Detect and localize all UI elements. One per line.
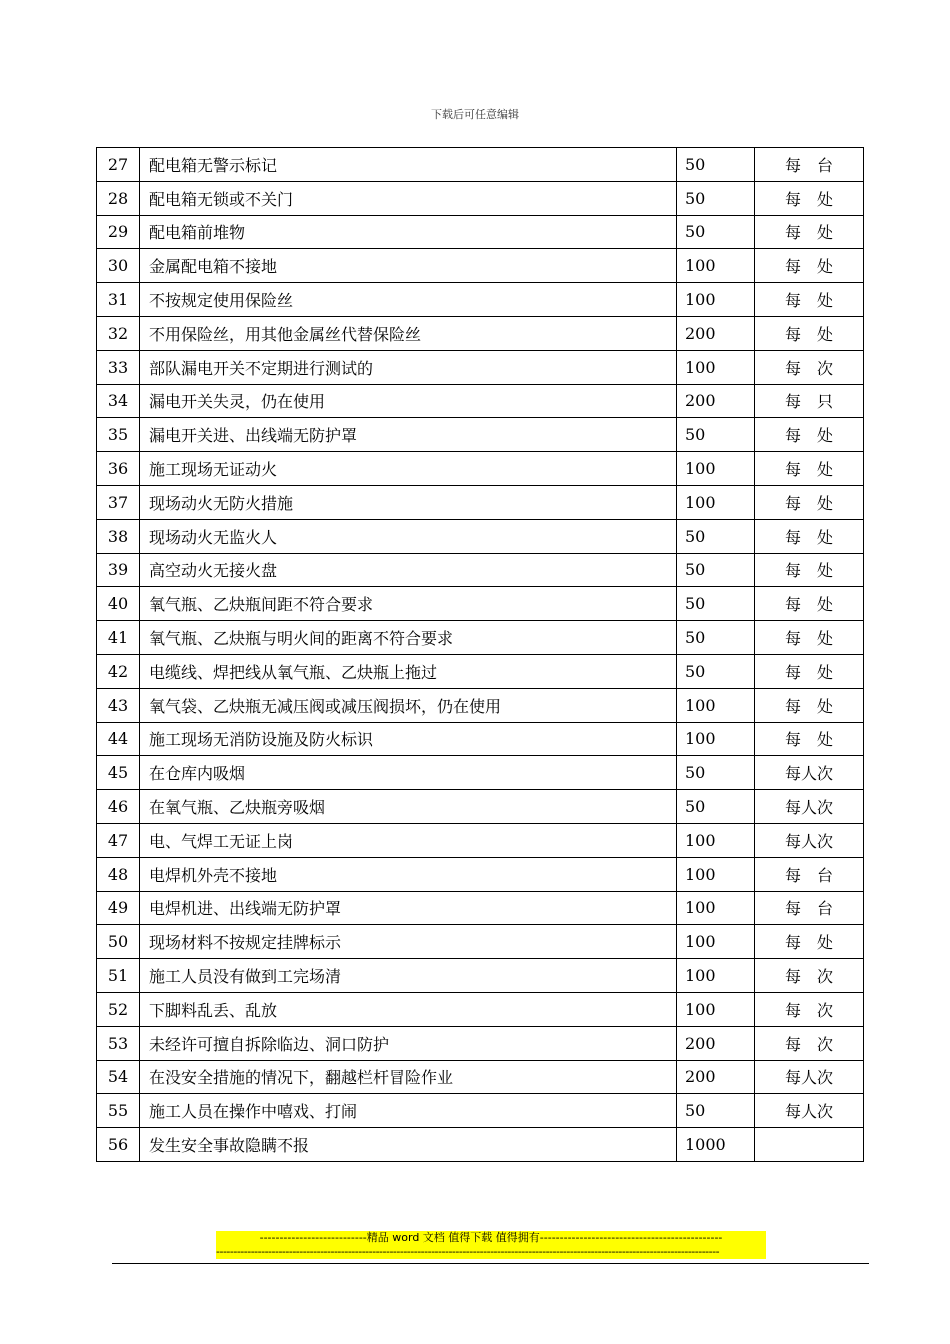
violation-description: 现场材料不按规定挂牌标示 <box>140 925 677 959</box>
penalty-unit: 每人次 <box>755 823 864 857</box>
violation-description: 不用保险丝，用其他金属丝代替保险丝 <box>140 316 677 350</box>
penalty-unit: 每 只 <box>755 384 864 418</box>
penalty-unit: 每 处 <box>755 485 864 519</box>
table-row <box>97 654 864 688</box>
violation-description: 施工人员没有做到工完场清 <box>140 959 677 993</box>
table-row <box>97 587 864 621</box>
penalty-amount: 50 <box>677 756 755 790</box>
violation-description: 漏电开关进、出线端无防护罩 <box>140 418 677 452</box>
footer-divider <box>112 1263 869 1264</box>
table-row <box>97 316 864 350</box>
penalty-unit: 每 处 <box>755 519 864 553</box>
penalty-table-body <box>97 148 864 1162</box>
violation-description: 施工人员在操作中嘻戏、打闹 <box>140 1094 677 1128</box>
penalty-unit: 每 台 <box>755 857 864 891</box>
penalty-unit: 每 处 <box>755 181 864 215</box>
row-number: 43 <box>97 688 140 722</box>
penalty-unit: 每 处 <box>755 316 864 350</box>
row-number: 51 <box>97 959 140 993</box>
violation-description: 配电箱无锁或不关门 <box>140 181 677 215</box>
penalty-unit: 每 处 <box>755 452 864 486</box>
violation-description: 电焊机进、出线端无防护罩 <box>140 891 677 925</box>
violation-description: 配电箱无警示标记 <box>140 148 677 182</box>
penalty-unit: 每人次 <box>755 1094 864 1128</box>
penalty-amount: 100 <box>677 452 755 486</box>
penalty-amount: 200 <box>677 1026 755 1060</box>
table-row <box>97 418 864 452</box>
footer-banner <box>216 1231 766 1259</box>
row-number: 28 <box>97 181 140 215</box>
penalty-unit: 每 次 <box>755 350 864 384</box>
penalty-table <box>96 147 864 1162</box>
table-row <box>97 992 864 1026</box>
penalty-unit: 每 次 <box>755 959 864 993</box>
violation-description: 在仓库内吸烟 <box>140 756 677 790</box>
penalty-amount: 100 <box>677 485 755 519</box>
violation-description: 金属配电箱不接地 <box>140 249 677 283</box>
penalty-amount: 1000 <box>677 1128 755 1162</box>
violation-description: 氧气袋、乙炔瓶无减压阀或减压阀损坏，仍在使用 <box>140 688 677 722</box>
violation-description: 施工现场无消防设施及防火标识 <box>140 722 677 756</box>
penalty-unit: 每人次 <box>755 1060 864 1094</box>
row-number: 42 <box>97 654 140 688</box>
row-number: 27 <box>97 148 140 182</box>
table-row <box>97 891 864 925</box>
penalty-unit: 每 处 <box>755 418 864 452</box>
violation-description: 不按规定使用保险丝 <box>140 283 677 317</box>
penalty-unit: 每 处 <box>755 722 864 756</box>
table-row <box>97 959 864 993</box>
penalty-amount: 100 <box>677 959 755 993</box>
table-row <box>97 519 864 553</box>
penalty-amount: 100 <box>677 722 755 756</box>
penalty-unit: 每 次 <box>755 1026 864 1060</box>
table-row <box>97 1128 864 1162</box>
violation-description: 漏电开关失灵，仍在使用 <box>140 384 677 418</box>
table-row <box>97 1094 864 1128</box>
penalty-amount: 100 <box>677 992 755 1026</box>
violation-description: 高空动火无接火盘 <box>140 553 677 587</box>
row-number: 47 <box>97 823 140 857</box>
penalty-unit: 每 处 <box>755 621 864 655</box>
penalty-amount: 50 <box>677 1094 755 1128</box>
penalty-amount: 200 <box>677 1060 755 1094</box>
table-row <box>97 553 864 587</box>
penalty-unit: 每人次 <box>755 756 864 790</box>
table-row <box>97 722 864 756</box>
penalty-unit: 每 台 <box>755 891 864 925</box>
table-row <box>97 485 864 519</box>
penalty-amount: 50 <box>677 215 755 249</box>
violation-description: 氧气瓶、乙炔瓶与明火间的距离不符合要求 <box>140 621 677 655</box>
table-row <box>97 384 864 418</box>
violation-description: 施工现场无证动火 <box>140 452 677 486</box>
penalty-unit: 每 处 <box>755 925 864 959</box>
row-number: 48 <box>97 857 140 891</box>
penalty-unit: 每 处 <box>755 688 864 722</box>
penalty-amount: 50 <box>677 553 755 587</box>
table-row <box>97 283 864 317</box>
row-number: 36 <box>97 452 140 486</box>
violation-description: 在氧气瓶、乙炔瓶旁吸烟 <box>140 790 677 824</box>
penalty-unit: 每 处 <box>755 553 864 587</box>
violation-description: 下脚料乱丢、乱放 <box>140 992 677 1026</box>
table-row <box>97 452 864 486</box>
penalty-unit: 每 处 <box>755 654 864 688</box>
row-number: 55 <box>97 1094 140 1128</box>
header-note: 下载后可任意编辑 <box>431 108 519 121</box>
table-row <box>97 857 864 891</box>
row-number: 56 <box>97 1128 140 1162</box>
penalty-amount: 50 <box>677 790 755 824</box>
table-row <box>97 1026 864 1060</box>
penalty-amount: 50 <box>677 587 755 621</box>
table-row <box>97 756 864 790</box>
table-row <box>97 621 864 655</box>
penalty-unit: 每 台 <box>755 148 864 182</box>
table-row <box>97 350 864 384</box>
violation-description: 电缆线、焊把线从氧气瓶、乙炔瓶上拖过 <box>140 654 677 688</box>
violation-description: 电焊机外壳不接地 <box>140 857 677 891</box>
row-number: 46 <box>97 790 140 824</box>
table-row <box>97 249 864 283</box>
row-number: 37 <box>97 485 140 519</box>
violation-description: 现场动火无防火措施 <box>140 485 677 519</box>
row-number: 41 <box>97 621 140 655</box>
table-row <box>97 215 864 249</box>
violation-description: 部队漏电开关不定期进行测试的 <box>140 350 677 384</box>
row-number: 45 <box>97 756 140 790</box>
row-number: 53 <box>97 1026 140 1060</box>
penalty-unit <box>755 1128 864 1162</box>
table-row <box>97 823 864 857</box>
penalty-amount: 100 <box>677 688 755 722</box>
row-number: 50 <box>97 925 140 959</box>
row-number: 49 <box>97 891 140 925</box>
penalty-amount: 50 <box>677 654 755 688</box>
row-number: 40 <box>97 587 140 621</box>
violation-description: 配电箱前堆物 <box>140 215 677 249</box>
row-number: 31 <box>97 283 140 317</box>
row-number: 34 <box>97 384 140 418</box>
penalty-unit: 每 处 <box>755 587 864 621</box>
violation-description: 发生安全事故隐瞒不报 <box>140 1128 677 1162</box>
footer-banner-line1: ---------------------------精品 word 文档 值得下载 值得拥有---------------------------------------------- <box>259 1231 723 1244</box>
penalty-amount: 100 <box>677 823 755 857</box>
violation-description: 在没安全措施的情况下，翻越栏杆冒险作业 <box>140 1060 677 1094</box>
row-number: 39 <box>97 553 140 587</box>
violation-description: 现场动火无监火人 <box>140 519 677 553</box>
penalty-amount: 100 <box>677 891 755 925</box>
penalty-amount: 50 <box>677 418 755 452</box>
violation-description: 未经许可擅自拆除临边、洞口防护 <box>140 1026 677 1060</box>
row-number: 52 <box>97 992 140 1026</box>
penalty-amount: 200 <box>677 316 755 350</box>
penalty-amount: 100 <box>677 283 755 317</box>
violation-description: 氧气瓶、乙炔瓶间距不符合要求 <box>140 587 677 621</box>
penalty-amount: 50 <box>677 181 755 215</box>
penalty-amount: 50 <box>677 519 755 553</box>
table-row <box>97 790 864 824</box>
penalty-amount: 200 <box>677 384 755 418</box>
penalty-unit: 每 处 <box>755 215 864 249</box>
row-number: 32 <box>97 316 140 350</box>
violation-description: 电、气焊工无证上岗 <box>140 823 677 857</box>
penalty-amount: 100 <box>677 925 755 959</box>
penalty-amount: 100 <box>677 350 755 384</box>
table-row <box>97 925 864 959</box>
penalty-unit: 每人次 <box>755 790 864 824</box>
table-row <box>97 688 864 722</box>
penalty-amount: 50 <box>677 148 755 182</box>
row-number: 44 <box>97 722 140 756</box>
table-row <box>97 1060 864 1094</box>
penalty-amount: 50 <box>677 621 755 655</box>
row-number: 33 <box>97 350 140 384</box>
penalty-unit: 每 次 <box>755 992 864 1026</box>
footer-banner-line2: ------------------------------------------------------------------------------------------------------------------------------------------------- <box>216 1245 720 1258</box>
table-row <box>97 181 864 215</box>
row-number: 38 <box>97 519 140 553</box>
row-number: 29 <box>97 215 140 249</box>
penalty-amount: 100 <box>677 857 755 891</box>
row-number: 35 <box>97 418 140 452</box>
penalty-amount: 100 <box>677 249 755 283</box>
penalty-unit: 每 处 <box>755 249 864 283</box>
table-row <box>97 148 864 182</box>
penalty-unit: 每 处 <box>755 283 864 317</box>
row-number: 54 <box>97 1060 140 1094</box>
row-number: 30 <box>97 249 140 283</box>
